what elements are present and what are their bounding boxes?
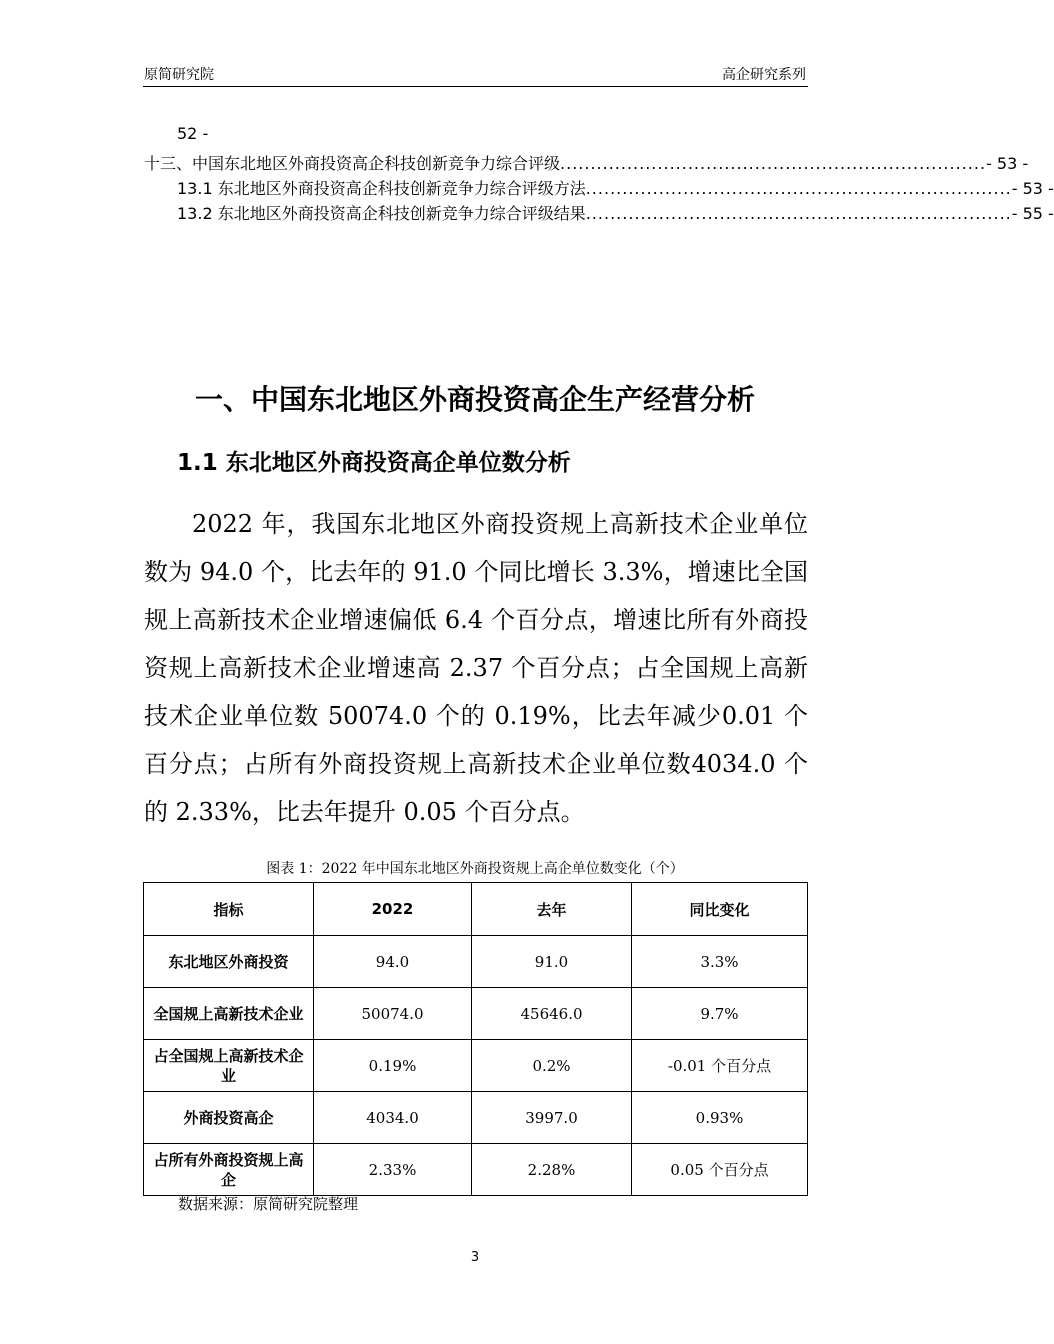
- header-rule: [143, 86, 808, 87]
- row-label: 东北地区外商投资: [144, 936, 314, 988]
- row-label: 全国规上高新技术企业: [144, 988, 314, 1040]
- table-cell: 0.05 个百分点: [632, 1144, 808, 1196]
- toc-leader: ......................................................................: [585, 179, 1012, 198]
- table-cell: 2.33%: [314, 1144, 472, 1196]
- table-cell: 50074.0: [314, 988, 472, 1040]
- toc-entry-page: - 53 -: [1011, 179, 1054, 198]
- toc-entry-title: 十三、中国东北地区外商投资高企科技创新竞争力综合评级: [144, 154, 561, 173]
- table-row: [144, 1092, 808, 1144]
- header-right: 高企研究系列: [722, 67, 806, 83]
- toc-entry-title: 13.1 东北地区外商投资高企科技创新竞争力综合评级方法: [177, 179, 586, 198]
- row-label: 占全国规上高新技术企业: [144, 1040, 314, 1092]
- data-table: [143, 882, 808, 1196]
- row-label: 外商投资高企: [144, 1092, 314, 1144]
- table-row: [144, 1144, 808, 1196]
- table-cell: 9.7%: [632, 988, 808, 1040]
- table-cell: 91.0: [472, 936, 632, 988]
- toc-entry-page: - 53 -: [986, 154, 1029, 173]
- table-cell: -0.01 个百分点: [632, 1040, 808, 1092]
- toc-leader: ......................................................................: [560, 154, 987, 173]
- table-cell: 2.28%: [472, 1144, 632, 1196]
- section-heading: 一、中国东北地区外商投资高企生产经营分析: [194, 383, 755, 416]
- table-cell: 0.2%: [472, 1040, 632, 1092]
- column-header: 2022: [314, 883, 472, 936]
- column-header: 指标: [144, 883, 314, 936]
- table-row: [144, 1040, 808, 1092]
- table-cell: 45646.0: [472, 988, 632, 1040]
- toc-entry-title: 13.2 东北地区外商投资高企科技创新竞争力综合评级结果: [177, 204, 586, 223]
- page-number: 3: [470, 1250, 480, 1265]
- header-left: 原简研究院: [144, 67, 214, 83]
- table-caption: 图表 1：2022 年中国东北地区外商投资规上高企单位数变化（个）: [266, 861, 684, 877]
- table-cell: 3.3%: [632, 936, 808, 988]
- table-cell: 94.0: [314, 936, 472, 988]
- body-paragraph: 2022 年，我国东北地区外商投资规上高新技术企业单位数为 94.0 个，比去年的 91.0 个同比增长 3.3%，增速比全国规上高新技术企业增速偏低 6.4 个百分点，增速比所有外商投资规上高新技术企业增速高 2.37 个百分点；占全国规上高新技术企业单位数 50074.0 个的 0.19%，比去年减少0.01 个百分点；占所有外商投资规上高新技术企业单位数4034.0 个的 2.33%，比去年提升 0.05 个百分点。: [144, 510, 808, 826]
- table-cell: 0.19%: [314, 1040, 472, 1092]
- subsection-heading: 1.1 东北地区外商投资高企单位数分析: [177, 450, 571, 476]
- table-source: 数据来源：原简研究院整理: [178, 1195, 359, 1213]
- toc-entry[interactable]: [144, 151, 1029, 173]
- row-label: 占所有外商投资规上高企: [144, 1144, 314, 1196]
- table-cell: 4034.0: [314, 1092, 472, 1144]
- toc-stub: 52 -: [177, 124, 209, 143]
- table-row: [144, 988, 808, 1040]
- table-header-row: [144, 883, 808, 936]
- toc-leader: ......................................................................: [585, 204, 1012, 223]
- toc-entry-page: - 55 -: [1011, 204, 1054, 223]
- table-row: [144, 936, 808, 988]
- toc-entry[interactable]: [177, 201, 1054, 223]
- table-cell: 0.93%: [632, 1092, 808, 1144]
- column-header: 去年: [472, 883, 632, 936]
- column-header: 同比变化: [632, 883, 808, 936]
- table-cell: 3997.0: [472, 1092, 632, 1144]
- toc-entry[interactable]: [177, 176, 1054, 198]
